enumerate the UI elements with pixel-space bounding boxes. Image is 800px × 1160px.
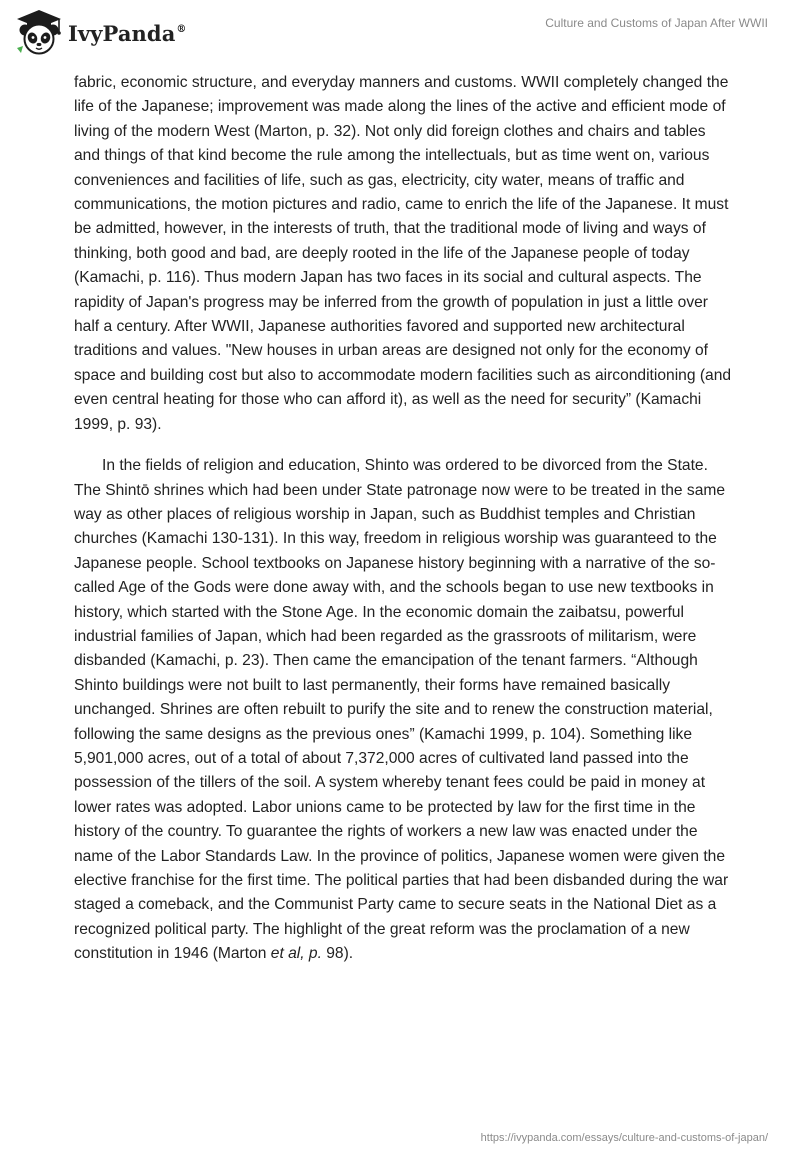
paragraph-2-citation-italic: et al, p. <box>270 945 322 963</box>
paragraph-2-text: In the fields of religion and education, Shinto was ordered to be divorced from the State. The Shintō shrines which had been under State patronage now were to be treated in the same way as other places of religious worship in Japan, such as Buddhist temples and Christian churches (Kamachi 130-131). In this way, freedom in religious worship was guaranteed to the Japanese people. School textbooks on Japanese history beginning with a narrative of the so-called Age of the Gods were done away with, and the schools began to use new textbooks in history, which started with the Stone Age. In the economic domain the zaibatsu, powerful industrial families of Japan, which had been regarded as the grassroots of militarism, were disbanded (Kamachi, p. 23). Then came the emancipation of the tenant farmers. “Although Shinto buildings were not built to last permanently, their forms have remained basically unchanged. Shrines are often rebuilt to purify the site and to renew the construction material, following the same designs as the previous ones” (Kamachi 1999, p. 104). Something like 5,901,000 acres, out of a total of about 7,372,000 acres of cultivated land passed into the possession of the tillers of the soil. A system whereby tenant fees could be paid in money at lower rates was adopted. Labor unions came to be protected by law for the first time in the history of the country. To guarantee the rights of workers a new law was enacted under the name of the Labor Standards Law. In the province of politics, Japanese women were given the elective franchise for the first time. The political parties that had been disbanded during the war staged a comeback, and the Communist Party came to secure seats in the National Diet as a recognized political party. The highlight of the great reform was the proclamation of a new constitution in 1946 (Marton <box>74 457 729 963</box>
panda-graduation-cap-icon <box>14 8 64 56</box>
registered-mark: ® <box>176 23 187 35</box>
brand-name <box>68 21 187 46</box>
brand-name-text: IvyPanda <box>68 20 176 46</box>
paragraph-2-citation-end: 98). <box>321 945 354 963</box>
source-url[interactable]: https://ivypanda.com/essays/culture-and-customs-of-japan/ <box>480 1132 768 1144</box>
page-header <box>0 0 800 62</box>
brand-logo[interactable] <box>14 8 187 56</box>
paragraph-2 <box>74 454 734 967</box>
paragraph-1: fabric, economic structure, and everyday manners and customs. WWII completely changed the life of the Japanese; improvement was made along the lines of the active and efficient mode of living of the modern West (Marton, p. 32). Not only did foreign clothes and chairs and tables and things of that kind become the rule among the intellectuals, but as time went on, various conveniences and facilities of life, such as gas, electricity, city water, means of traffic and communications, the motion pictures and radio, came to enrich the life of the Japanese. It must be admitted, however, in the interests of truth, that the traditional mode of living and ways of thinking, both good and bad, are deeply rooted in the life of the Japanese people of today (Kamachi, p. 116). Thus modern Japan has two faces in its social and cultural aspects. The rapidity of Japan's progress may be inferred from the growth of population in just a little over half a century. After WWII, Japanese authorities favored and supported new architectural traditions and values. "New houses in urban areas are designed not only for the economy of space and building cost but also to accommodate modern facilities such as airconditioning (and even central heating for those who can afford it), as well as the need for security” (Kamachi 1999, p. 93). <box>74 74 732 433</box>
essay-body <box>74 71 734 967</box>
document-title: Culture and Customs of Japan After WWII <box>545 16 768 30</box>
